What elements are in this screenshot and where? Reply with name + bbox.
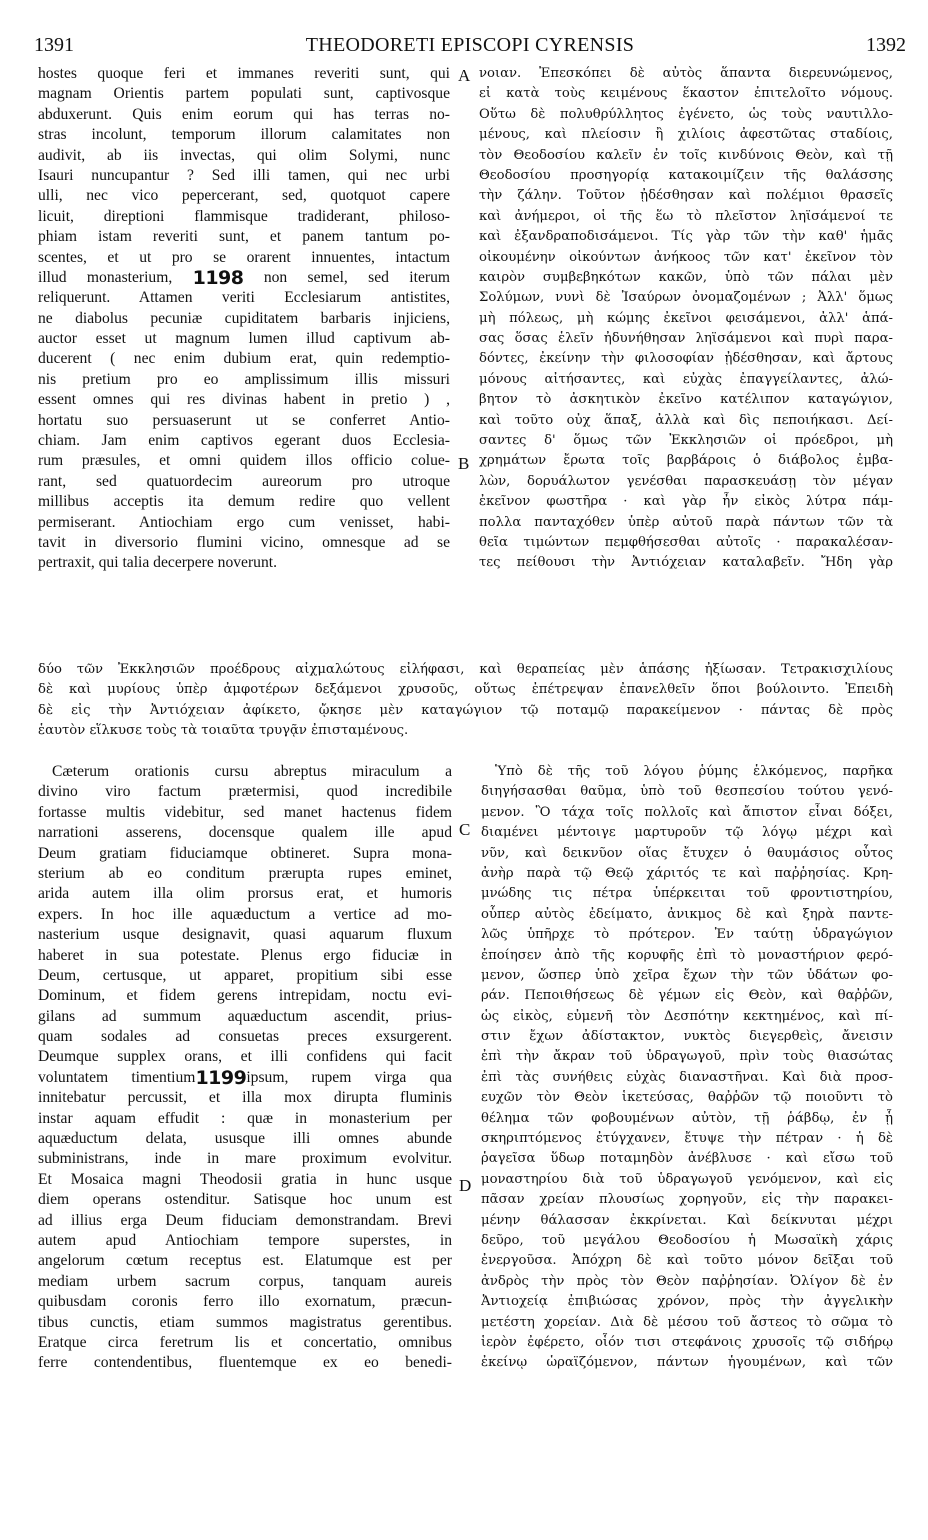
text-line <box>38 1068 452 1088</box>
latin-column-top <box>38 64 450 574</box>
text-line: Deum gratiam fiduciamque obtineret. Supra mona- <box>38 844 452 862</box>
greek-column-top <box>479 64 893 574</box>
text-line: μόνους αἰτήσαντες, καὶ εὐχὰς ἐπαγγείλαντες, ἀλώ- <box>479 371 893 387</box>
latin-column-bottom <box>38 762 452 1374</box>
text-fragment: non semel, sed iterum <box>263 268 450 286</box>
text-line: reliquerunt. Attamen veriti Ecclesiarum antistites, <box>38 289 450 307</box>
text-line: Θεοδοσίου προσηγορίᾳ κατακοιμίζειν τῆς θαλάσσης <box>479 167 893 183</box>
text-fragment: ipsum, rupem virga qua <box>246 1068 452 1086</box>
text-line: σκηριπτόμενος ἐτύγχανεν, ἔτυψε τὴν πέτραν · ἡ δὲ <box>481 1131 893 1147</box>
text-line: stras incolunt, temporum illorum calamitates non <box>38 126 450 144</box>
text-line: Deum, certusque, ut apparet, propitium sibi esse <box>38 966 452 984</box>
text-line: Eratque circa feretrum lis et concertatio, omnibus <box>38 1333 452 1351</box>
text-line: ulli, nec vico pepercerant, sed, quotquot capere <box>38 187 450 205</box>
text-line: τὴν ζάλην. Τοῦτον ᾐδέσθησαν καὶ πολέμιοι θρασεῖς <box>479 188 893 204</box>
text-line: ducerent ( nec enim dubium erat, quin redemptio- <box>38 350 450 368</box>
text-line: licuit, direptioni flammisque tradiderant, philoso- <box>38 207 450 225</box>
text-line: ῥαγεῖσα ὕδωρ ποταμηδὸν ἀνέβλυσε · καὶ εἴσω τοῦ <box>481 1151 893 1167</box>
text-line: ἐπὶ τὰς συνήθεις εὐχὰς διαναστῆναι. Καὶ διὰ προσ- <box>481 1069 893 1085</box>
text-line: audivit, ab iis invectas, qui olim Solymi, nunc <box>38 146 450 164</box>
text-line: θεῖα τιμώντων πεμφθήσεσθαι αὐτοῖς · παρακαλέσαν- <box>479 534 893 550</box>
text-line: ad illius erga Deum fiduciam demonstrandam. Brevi <box>38 1211 452 1229</box>
text-line: λὼν, δορυάλωτον γενέσθαι παρασκευάσῃ τὸν μέγαν <box>479 473 893 489</box>
text-line: divino viro factum prætermisi, quod incredibile <box>38 783 452 801</box>
text-line: μοναστηρίου διὰ τοῦ ὑδραγωγοῦ γενόμενον, καὶ εἰς <box>481 1171 893 1187</box>
text-line: essent omnes qui res divinas habent in pretio ) , <box>38 391 450 409</box>
text-line: Οὕτω δὲ πολυθρύλλητος ἐγένετο, ὡς τοὺς ναυτιλλο- <box>479 106 893 122</box>
text-fragment: illud monasterium, <box>38 268 173 286</box>
text-line: οὗπερ αὐτὸς ἐδείματο, ἀνικμος δὲ καὶ ξηρὰ παντε- <box>481 906 893 922</box>
text-line: Σολύμων, νυνὶ δὲ Ἰσαύρων ὀνομαζομένων ; Ἀλλ' ὅμως <box>479 290 893 306</box>
text-line: ἱερὸν ἐφέρετο, οἷόν τισι στεφάνοις χρυσοῖς τῷ σιδήρῳ <box>481 1334 893 1350</box>
text-line: ευχῶν τὸν Θεὸν ἱκετεύσας, θαῤῥῶν τῷ ποιοῦντι τὸ <box>481 1090 893 1106</box>
text-line: ἐποίησεν ἀπὸ τῆς κορυφῆς ἐπὶ τὸ μοναστήριον φερό- <box>481 947 893 963</box>
text-line: rum præsules, et omni quidem illos officio colue- <box>38 452 450 470</box>
text-line: Ὑπὸ δὲ τῆς τοῦ λόγου ῥύμης ἑλκόμενος, παρῆκα <box>495 764 893 779</box>
text-line: quam sodales ad consuetas preces exsurgerent. <box>38 1028 452 1046</box>
text-line: hortatu suo persuaserunt ut se conferret Antio- <box>38 411 450 429</box>
text-line: instar aquam effudit : quæ in monasterium per <box>38 1109 452 1127</box>
text-line: νῦν, καὶ δεικνῦον οἵας ἔτυχεν ὁ θαυμάσιος οὗτος <box>481 845 893 861</box>
text-line: τὸν Θεοδοσίου καλεῖν ἐν τοῖς κινδύνοις Θεὸν, καὶ τῇ <box>479 147 893 163</box>
text-line: ἐκεῖνον φωστῆρα · καὶ γὰρ ἦν εἰκὸς λύτρα πάμ- <box>479 494 893 510</box>
text-line: hostes quoque feri et immanes reveriti sunt, qui <box>38 65 450 82</box>
column-number: 1199 <box>195 1067 247 1089</box>
text-line: mediam urbem sacrum corpus, tanquam aureis <box>38 1272 452 1290</box>
text-line: tibus cunctis, etiam summos magistratus gerentibus. <box>38 1313 452 1331</box>
text-line: chiam. Jam enim captivos egerant duos Ecclesia- <box>38 432 450 450</box>
text-line: gilans ad summum aquæductum ascendit, prius- <box>38 1007 452 1025</box>
text-line: permiserant. Antiochiam ergo cum venisset, habi- <box>38 513 450 531</box>
text-line: μετέστη χορείαν. Διὰ δὲ μέσου τοῦ ἄστεος τὸ σῶμα τὸ <box>481 1314 893 1330</box>
text-line: nis pretium pro eo amplissimum illis missuri <box>38 370 450 388</box>
text-line: auctor esset ut magnum lumen illud captivum ab- <box>38 330 450 348</box>
text-line <box>38 268 450 288</box>
text-line: arida autem illa olim prorsus erat, et humoris <box>38 885 452 903</box>
text-line: ferre contendentibus, fluentemque ex eo benedi- <box>38 1354 452 1372</box>
text-line: fortasse multis videbitur, sed manet hactenus fidem <box>38 803 452 821</box>
text-line: angelorum cœtum receptus est. Elatumque est per <box>38 1252 452 1270</box>
column-number: 1198 <box>192 267 244 289</box>
page-number-left: 1391 <box>34 34 74 56</box>
text-line: πᾶσαν χρείαν πλουσίως χορηγοῦν, εἰς τὴν παρακει- <box>481 1192 893 1208</box>
text-line: magnam Orientis partem populati sunt, captivosque <box>38 85 450 103</box>
text-line: autem apud Antiochiam tempore superstes, in <box>38 1231 452 1249</box>
text-line: ἀνὴρ παρὰ τῷ Θεῷ χάριτός τε καὶ παῤῥησίας. Κρη- <box>481 865 893 881</box>
text-line: δύο τῶν Ἐκκλησιῶν προέδρους αἰχμαλώτους εἰλήφασι, καὶ θεραπείας μὲν ἁπάσης ἠξίωσαν. Τετρακισχιλίους <box>38 662 893 677</box>
text-line: βητον τὸ ἀσκητικὸν ἐκεῖνο κατέλιπον καταγώγιον, <box>479 392 893 408</box>
text-line: μένους, καὶ πλείοσιν ἢ χιλίοις ἀφεστῶτας σταδίοις, <box>479 127 893 143</box>
text-line: δόντες, ἐκείνην τὴν φιλοσοφίαν ᾐδέσθησαν, καὶ ἄρτους <box>479 351 893 367</box>
text-line: διηγήσασθαι θαῦμα, ὑπὸ τοῦ θεσπεσίου τούτου γενό- <box>481 784 893 800</box>
text-line: μένην θάλασσαν ἐκκρίνεται. Καὶ δείκνυται μέχρι <box>481 1212 893 1228</box>
text-line: καιρὸν συμβεβηκότων κακῶν, ὑπὸ τῶν πάλαι μὲν <box>479 269 893 285</box>
text-line: μνώδης τις πέτρα ὑπέρκειται τοῦ φροντιστηρίου, <box>481 886 893 902</box>
text-line: χρημάτων ἔρωτα τοῖς βαρβάροις ὁ διάβολος ἐμβα- <box>479 453 893 469</box>
text-line: ἀνδρὸς τὴν πρὸς τὸν Θεὸν παῤῥησίαν. Ὀλίγον δὲ ἐν <box>481 1273 893 1289</box>
text-line: ὡς εἰκὸς, εὐμενῆ τὸν Δεσπότην κεκτημένος, καὶ πί- <box>481 1008 893 1024</box>
margin-marker-a: A <box>458 66 471 85</box>
text-line: εἰ κατὰ τοὺς κειμένους ἕκαστον ἐπιτελοῖτο νόμους. <box>479 86 893 102</box>
text-line: expers. In hoc ille aquæductum a vertice ad mo- <box>38 905 452 923</box>
text-line: ne diabolus pecuniæ cupiditatem barbaris injiciens, <box>38 309 450 327</box>
text-line: Dominum, et fidem gerens intrepidam, noctu evi- <box>38 987 452 1005</box>
text-line: δὲ καὶ μυρίους ὑπὲρ ἀμφοτέρων δεξάμενοι χρυσοῦς, οὕτως ἐπέτρεψαν ἐπανελθεῖν ὅποι βούλοιντο. Ἐπειδὴ <box>38 682 893 698</box>
text-line: Deumque supplex orans, et illi confidens qui facit <box>38 1048 452 1066</box>
text-line: diem operans ostenditur. Satisque hoc unum est <box>38 1191 452 1209</box>
text-line: ράν. Πεποιθήσεως δὲ γέμων εἰς Θεὸν, καὶ θαῤῥῶν, <box>481 988 893 1004</box>
text-line: haberet in sua potestate. Plenus ergo fiduciæ in <box>38 946 452 964</box>
text-line: στιν ἔχων ἀδίστακτον, νυκτὸς διεγερθεὶς, ἄνεισιν <box>481 1029 893 1045</box>
text-line: καὶ ἀνήμεροι, οἱ τῆς ἕω τὸ πλεῖστον ληϊσάμενοί τε <box>479 208 893 224</box>
text-line: pertraxit, qui talia decerpere noverunt. <box>38 554 277 572</box>
text-line: μενον, ὥσπερ ὑπὸ χεῖρα ἔχων τὴν τῶν ὑδάτων φο- <box>481 967 893 983</box>
greek-column-bottom <box>481 762 893 1374</box>
text-line: narrationi asserens, docensque qualem ille apud <box>38 824 452 842</box>
text-line: Et Mosaica magni Theodosii gratia in hunc usque <box>38 1170 452 1188</box>
text-line: σαντες δ' ὅμως τῶν Ἐκκλησιῶν οἱ πρόεδροι, μὴ <box>479 433 893 449</box>
text-line: τες πείθουσι τὴν Ἀντιόχειαν καταλαβεῖν. Ἤδη γὰρ <box>479 555 893 571</box>
text-line: Ἀντιοχείᾳ ἐπιβιώσας χρόνον, πρὸς τὴν ἀγγελικὴν <box>481 1294 893 1310</box>
text-line: δεῦρο, τοῦ μεγάλου Θεοδοσίου ἡ Μωσαϊκὴ χάρις <box>481 1232 893 1248</box>
text-line: οἰκουμένην οἰκούντων ἀνήκοος τῶν κατ' ἐκεῖνον τὸν <box>479 249 893 265</box>
text-line: σας ὅσας ἑλεῖν ἠδυνήθησαν ληϊσάμενοι καὶ πυρὶ παρα- <box>479 331 893 347</box>
text-line: καὶ ἐξανδραποδισάμενοι. Τίς γὰρ τῶν τὴν καθ' ἡμᾶς <box>479 229 893 245</box>
margin-marker-b: B <box>458 454 470 473</box>
running-title: THEODORETI EPISCOPI CYRENSIS <box>305 34 635 56</box>
text-line: ἑαυτὸν εἵλκυσε τοὺς τὰ τοιαῦτα τρυγᾷν ἐπισταμένους. <box>38 723 409 739</box>
text-line: δὲ εἰς τὴν Ἀντιόχειαν ἀφίκετο, ᾤκησε μὲν καταγώγιον τῷ ποταμῷ παρακείμενον · πάντας δὲ πρὸς <box>38 702 893 718</box>
text-line: subministrans, inde in mare proximum evolvitur. <box>38 1150 452 1168</box>
text-line: rant, sed quatuordecim aureorum pro utroque <box>38 472 450 490</box>
text-line: Cæterum orationis cursu abreptus miraculum a <box>52 763 452 780</box>
text-line: Isauri nuncupantur ? Sed illi tamen, qui nec urbi <box>38 166 450 184</box>
text-line: aquæductum delata, ususque illi omnes abunde <box>38 1130 452 1148</box>
text-fragment: voluntatem timentium <box>38 1068 196 1086</box>
text-line: tavit in diversorio flumini vicino, omnesque ad se <box>38 533 450 551</box>
margin-marker-c: C <box>459 820 471 839</box>
greek-full-width-block <box>38 660 893 742</box>
text-line: abduxerunt. Quis enim eorum qui has terras no- <box>38 105 450 123</box>
text-line: phiam istam reveriti sunt, et panem tantum po- <box>38 228 450 246</box>
text-line: ἐπὶ τὴν ἄκραν τοῦ ὑδραγωγοῦ, πρὶν τοὺς θιασώτας <box>481 1049 893 1065</box>
text-line: nasterium usque designavit, quasi aquarum fluxum <box>38 926 452 944</box>
text-line: quibusdam coronis ferro illo exornatum, præcun- <box>38 1293 452 1311</box>
text-line: πολλα πανταχόθεν ὑπὲρ αὐτοῦ παρὰ πάντων τῶν τὰ <box>479 514 893 530</box>
text-line: νοιαν. Ἐπεσκόπει δὲ αὐτὸς ἅπαντα διερευνώμενος, <box>479 66 893 81</box>
margin-marker-d: D <box>459 1176 472 1195</box>
text-line: θέλημα τῶν φοβουμένων αὐτὸν, τῇ ῥάβδῳ, ἐν ᾗ <box>481 1110 893 1126</box>
page-number-right: 1392 <box>866 34 906 56</box>
text-line: ἐκείνῳ ὡραϊζόμενον, πάντων ἡγουμένων, καὶ τῶν <box>481 1355 893 1371</box>
text-line: scentes, et ut pro se orarent innuentes, intactum <box>38 248 450 266</box>
text-line: sterium ab eo conditum prærupta rupes eminet, <box>38 864 452 882</box>
text-line: μενον. Ὃ τάχα τοῖς πολλοῖς καὶ ἄπιστον εἶναι δόξει, <box>481 804 893 820</box>
running-header <box>34 34 906 58</box>
text-line: μὴ πόλεως, μὴ κώμης ἐκεῖνοι φεισάμενοι, ἀλλ' ἁπά- <box>479 310 893 326</box>
text-line: καὶ τοῦτο οὐχ ἅπαξ, ἀλλὰ καὶ δὶς πεποιήκασι. Δεί- <box>479 412 893 428</box>
text-line: διαμένει μέντοιγε μαρτυροῦν τῷ λόγῳ μέχρι καὶ <box>481 825 893 841</box>
text-line: ἐνεργοῦσα. Ἀπόχρη δὲ καὶ τοῦτο μόνον δεῖξαι τοῦ <box>481 1253 893 1269</box>
text-line: millibus acceptis ita demum redire quo vellent <box>38 493 450 511</box>
text-line: innitebatur percussit, et illa mox dirupta fluminis <box>38 1089 452 1107</box>
text-line: λῶς ὑπῆρχε τὸ πρότερον. Ἐν ταύτῃ ὑδραγώγιον <box>481 927 893 943</box>
